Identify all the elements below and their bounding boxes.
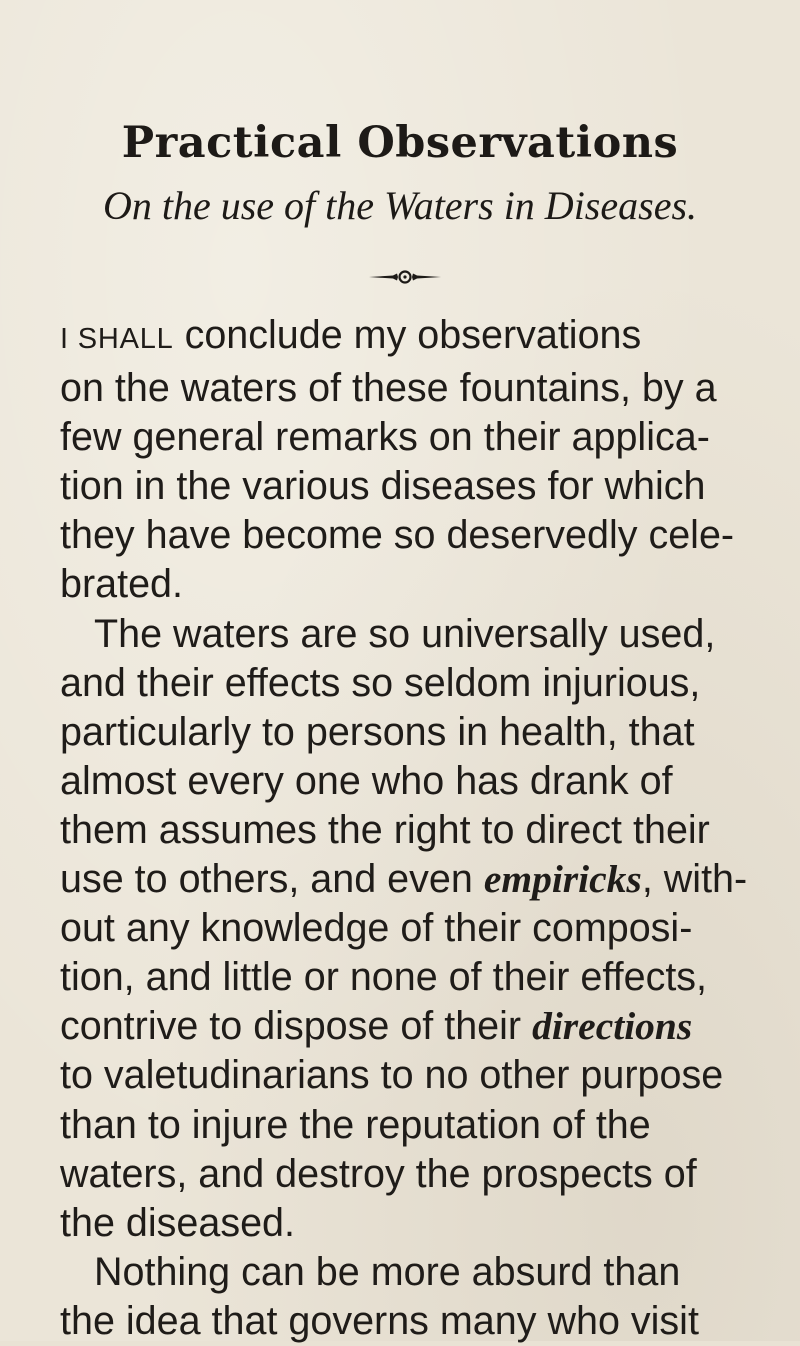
text-segment: tion, and little or none of their effects, (60, 955, 708, 1000)
text-line (60, 953, 760, 1002)
text-segment: brated. (60, 562, 183, 607)
text-line (60, 610, 760, 659)
text-segment: them assumes the right to direct their (60, 807, 710, 852)
text-line (60, 757, 760, 806)
text-line (60, 560, 760, 609)
text-line (60, 1101, 760, 1150)
text-line (60, 1150, 760, 1199)
text-segment: the diseased. (60, 1200, 295, 1245)
text-segment: few general remarks on their applica- (60, 415, 710, 460)
text-segment: conclude my observations (173, 313, 642, 357)
italic-term: directions (532, 1004, 693, 1049)
text-line (60, 855, 760, 904)
text-segment: they have become so deservedly cele- (60, 513, 735, 558)
text-segment: and their effects so seldom injurious, (60, 660, 701, 705)
text-segment: The waters are so universally used, (94, 611, 716, 656)
text-line (60, 413, 760, 462)
text-segment: contrive to dispose of their (60, 1004, 533, 1049)
text-line (60, 462, 760, 511)
text-segment: tion in the various diseases for which (60, 464, 706, 509)
text-segment: the idea that governs many who visit (60, 1298, 699, 1343)
text-line (60, 806, 760, 855)
text-line (60, 1199, 760, 1248)
ornament-center-dot (403, 275, 406, 278)
text-segment: use to others, and even (60, 857, 484, 902)
text-line (60, 708, 760, 757)
chapter-heading: Practical Observations (121, 118, 679, 168)
ornament-right-flourish (412, 274, 441, 281)
text-segment: out any knowledge of their composi- (60, 906, 693, 951)
text-line (60, 1297, 760, 1346)
ornamental-divider (367, 268, 443, 286)
text-segment: to valetudinarians to no other purpose (60, 1053, 724, 1098)
body-text (60, 311, 760, 1346)
text-segment: than to injure the reputation of the (60, 1102, 651, 1147)
text-line (60, 311, 760, 364)
text-segment: particularly to persons in health, that (60, 709, 695, 754)
text-segment: Nothing can be more absurd than (94, 1249, 681, 1294)
ornament-left-flourish (369, 274, 398, 281)
text-line (60, 511, 760, 560)
text-segment: almost every one who has drank of (60, 758, 673, 803)
text-segment: , with- (641, 857, 748, 902)
chapter-subheading: On the use of the Waters in Diseases. (102, 183, 698, 228)
text-segment: waters, and destroy the prospects of (60, 1151, 697, 1196)
text-line (60, 1248, 760, 1297)
text-line (60, 364, 760, 413)
text-line (60, 904, 760, 953)
small-caps-opening: I SHALL (60, 323, 174, 355)
text-line (60, 1002, 760, 1051)
italic-term: empiricks (483, 857, 642, 902)
text-line (60, 1051, 760, 1100)
text-segment: on the waters of these fountains, by a (60, 366, 717, 411)
text-line (60, 659, 760, 708)
